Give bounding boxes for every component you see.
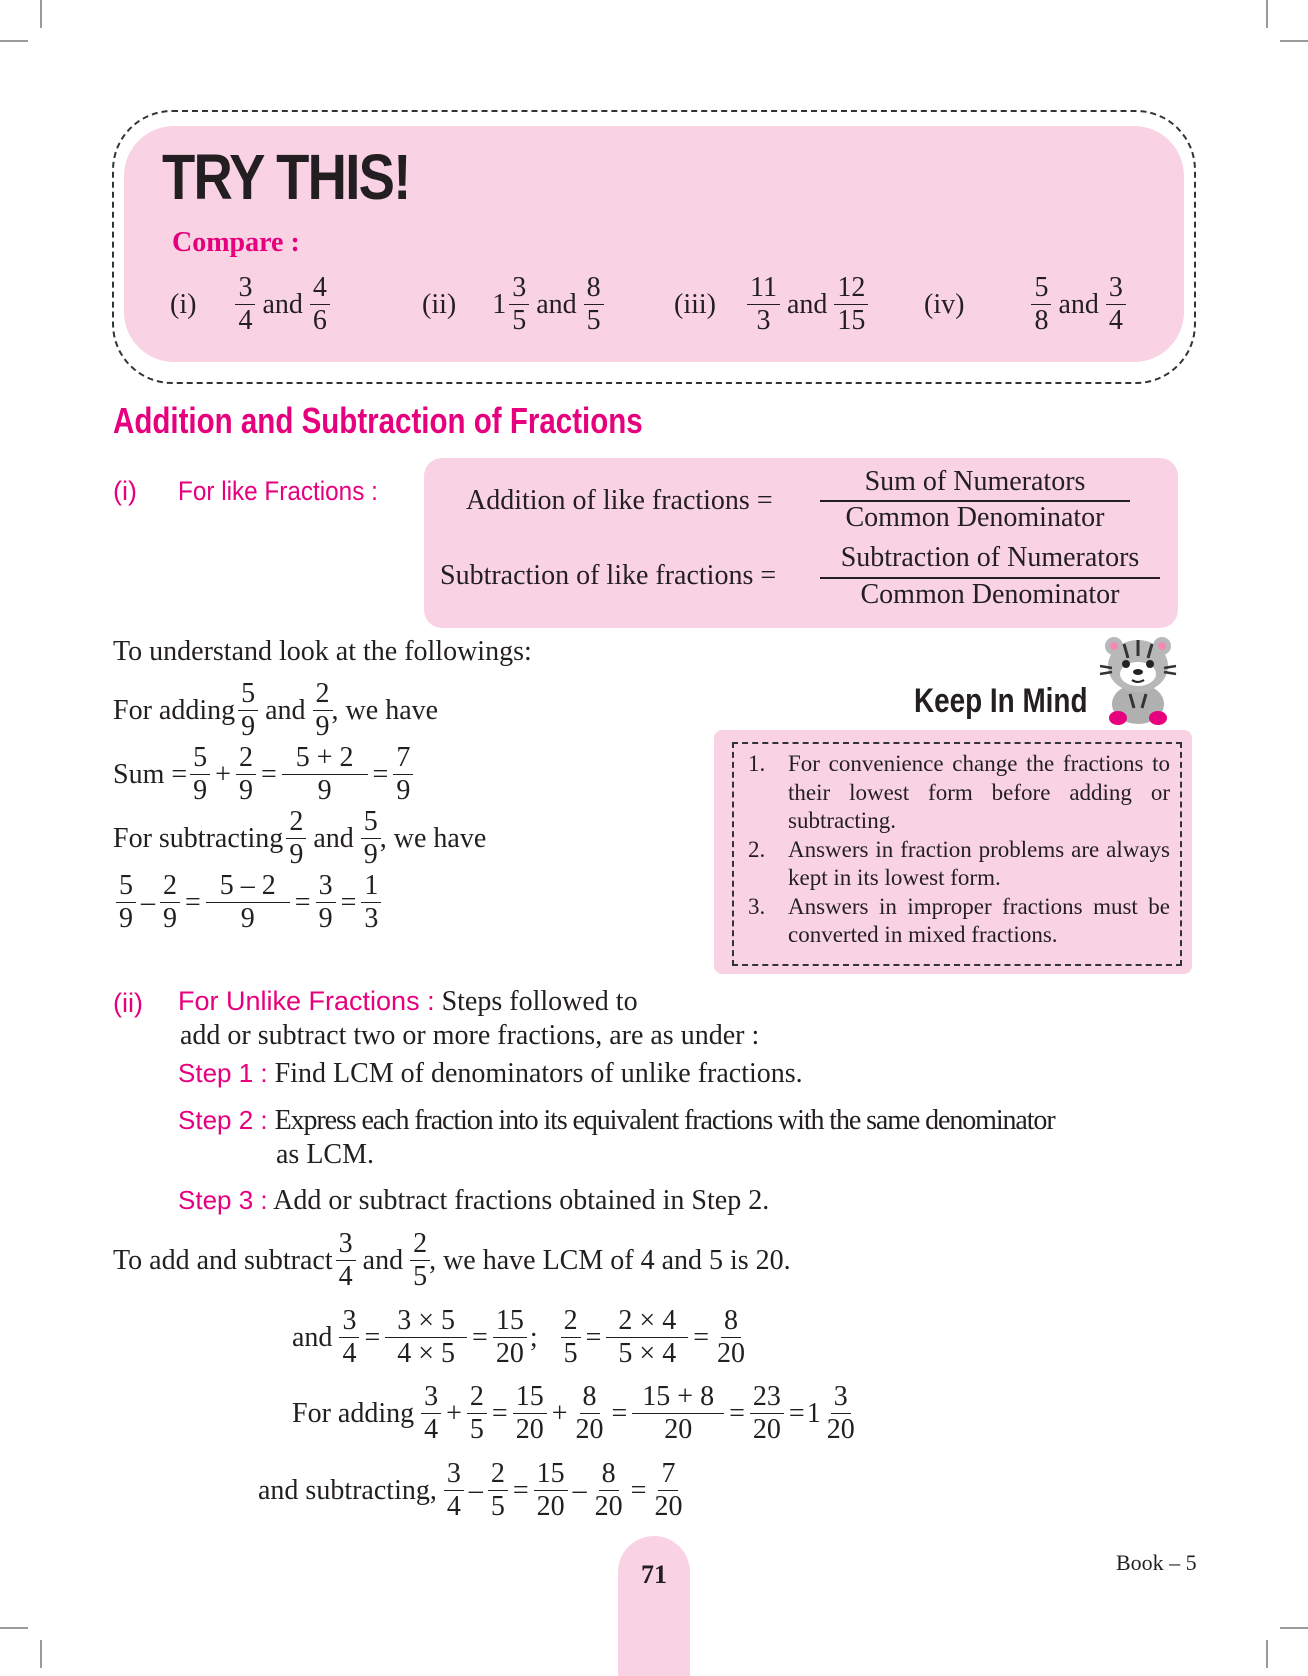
unlike-fractions-intro: For Unlike Fractions : Steps followed to (178, 986, 638, 1017)
crop-mark (1280, 1627, 1308, 1629)
compare-item-2: (ii) 1 $\frac{3}{5}$ and $\frac{8}{5}$ (422, 274, 607, 335)
fraction: $\frac{3 \times 5}{4 \times 5}$ (385, 1307, 467, 1368)
crop-mark (40, 1640, 42, 1668)
equivalent-fractions-line: and $\frac{3}{4}$ = $\frac{3 \times 5}{4 \times 5}$ = $\frac{15}{20}$ ; $\frac{2}{5}$ = $\frac{2 \times 4}{5 \times 4}$ = $\frac{8}{20}$ (292, 1307, 751, 1368)
fraction: $\frac{12}{15}$ (834, 274, 868, 335)
fraction: $\frac{7}{20}$ (654, 1458, 683, 1522)
list-item: 3. Answers in improper fractions must be converted in mixed fractions. (748, 893, 1170, 947)
step-label: Step 1 : (178, 1058, 268, 1088)
fraction: $\frac{2}{9}$ (236, 744, 256, 805)
compare-item-3: (iii) $\frac{11}{3}$ and $\frac{12}{15}$ (674, 274, 871, 335)
fraction: $\frac{5}{9}$ (238, 680, 258, 741)
subtraction-rule-label: Subtraction of like fractions = (440, 560, 777, 591)
adding-example: For adding $\frac{5}{9}$ and $\frac{2}{9}$ , we have (113, 678, 439, 742)
fraction: $\frac{11}{3}$ (747, 274, 780, 335)
examples-intro: To understand look at the followings: (113, 636, 532, 667)
fraction: $\frac{5}{8}$ (1031, 274, 1051, 335)
fraction: $\frac{2}{9}$ (160, 872, 180, 933)
compare-item-label: (iii) (674, 288, 716, 320)
like-fractions-heading: For like Fractions : (178, 476, 378, 506)
addition-rule-numerator: Sum of Numerators (864, 466, 1086, 497)
crop-mark (40, 0, 42, 28)
book-label: Book – 5 (1116, 1550, 1197, 1575)
subtracting-equation: and subtracting, $\frac{3}{4}$ – $\frac{2}{5}$ = $\frac{15}{20}$ – $\frac{8}{20}$ = $\frac{7}{20}$ (258, 1460, 688, 1521)
example2-intro: To add and subtract $\frac{3}{4}$ and $\frac{2}{5}$ , we have LCM of 4 and 5 is 20. (113, 1228, 791, 1292)
fraction: $\frac{2}{9}$ (313, 680, 333, 741)
addition-rule-label: Addition of like fractions = (466, 485, 773, 516)
subtraction-rule-numerator: Subtraction of Numerators (840, 542, 1140, 573)
subtracting-example: For subtracting $\frac{2}{9}$ and $\frac{5}{9}$ , we have (113, 806, 487, 870)
fraction: $\frac{5}{9}$ (116, 872, 136, 933)
step-3: Step 3 : Add or subtract fractions obtained in Step 2. (178, 1185, 770, 1216)
sum-equation: Sum = $\frac{5}{9}$ + $\frac{2}{9}$ = $\frac{5 + 2}{9}$ = $\frac{7}{9}$ (113, 744, 416, 805)
fraction: $\frac{2}{5}$ (467, 1383, 487, 1444)
fraction: $\frac{23}{20}$ (750, 1383, 784, 1444)
subtraction-rule-denominator: Common Denominator (860, 579, 1120, 610)
fraction: $\frac{3}{4}$ (339, 1307, 359, 1368)
fraction: $\frac{8}{20}$ (594, 1458, 623, 1522)
fraction: $\frac{3}{9}$ (316, 872, 336, 933)
crop-mark (1280, 40, 1308, 42)
step-2: Step 2 : Express each fraction into its equivalent fractions with the same denominator (178, 1105, 1055, 1136)
fraction: $\frac{3}{4}$ (235, 274, 255, 335)
list-item: 1. For convenience change the fractions to their lowest form before adding or subtracting. (748, 751, 1170, 833)
list-item: 2. Answers in fraction problems are always kept in its lowest form. (748, 836, 1170, 890)
section-title: Addition and Subtraction of Fractions (113, 400, 643, 441)
fraction: $\frac{15}{20}$ (513, 1383, 547, 1444)
page-number-tab (618, 1536, 690, 1676)
fraction: $\frac{5}{9}$ (361, 808, 381, 869)
like-fractions-number: (i) (113, 476, 137, 506)
fraction: $\frac{8}{20}$ (575, 1381, 604, 1445)
fraction: $\frac{2}{5}$ (561, 1307, 581, 1368)
fraction: $\frac{15}{20}$ (534, 1460, 568, 1521)
fraction: $\frac{3}{4}$ (336, 1230, 356, 1291)
fraction: $\frac{3}{5}$ (509, 274, 529, 335)
fraction: $\frac{15}{20}$ (493, 1307, 527, 1368)
fraction: $\frac{2}{9}$ (286, 808, 306, 869)
compare-item-1: (i) $\frac{3}{4}$ and $\frac{4}{6}$ (170, 274, 333, 335)
crop-mark (0, 40, 28, 42)
fraction: $\frac{1}{3}$ (361, 872, 381, 933)
fraction: $\frac{5}{9}$ (190, 744, 210, 805)
step-label: Step 2 : (178, 1105, 268, 1135)
fraction: $\frac{3}{20}$ (826, 1381, 855, 1445)
fraction: $\frac{4}{6}$ (310, 274, 330, 335)
fraction: $\frac{2}{5}$ (410, 1230, 430, 1291)
addition-rule-denominator: Common Denominator (845, 502, 1105, 533)
unlike-fractions-number: (ii) (113, 988, 143, 1018)
difference-equation: $\frac{5}{9}$ – $\frac{2}{9}$ = $\frac{5 - 2}{9}$ = $\frac{3}{9}$ = $\frac{1}{3}$ (113, 872, 384, 933)
page-number: 71 (641, 1560, 667, 1589)
crop-mark (0, 1627, 28, 1629)
unlike-fractions-intro-line2: add or subtract two or more fractions, are as under : (180, 1020, 760, 1051)
fraction: $\frac{3}{4}$ (421, 1383, 441, 1444)
unlike-fractions-heading: For Unlike Fractions : (178, 986, 435, 1016)
step-2-continued: as LCM. (276, 1139, 374, 1170)
fraction: $\frac{5 + 2}{9}$ (282, 744, 368, 805)
compare-label: Compare : (172, 227, 300, 258)
keep-in-mind-list (748, 750, 1170, 950)
crop-mark (1266, 0, 1268, 28)
fraction: $\frac{15 + 8}{20}$ (632, 1383, 724, 1444)
step-label: Step 3 : (178, 1185, 268, 1215)
adding-equation: For adding $\frac{3}{4}$ + $\frac{2}{5}$ = $\frac{15}{20}$ + $\frac{8}{20}$ = $\frac{15 + 8}{20}$ = $\frac{23}{20}$ = 1 $\frac{3}{20}$ (292, 1383, 861, 1444)
compare-item-label: (iv) (924, 288, 965, 320)
compare-item-label: (ii) (422, 288, 457, 320)
mixed-number: 1 $\frac{3}{5}$ (492, 274, 532, 335)
fraction: $\frac{8}{5}$ (584, 274, 604, 335)
fraction: $\frac{2}{5}$ (488, 1460, 508, 1521)
try-this-title: TRY THIS! (162, 141, 410, 213)
step-1: Step 1 : Find LCM of denominators of unlike fractions. (178, 1058, 803, 1089)
fraction: $\frac{8}{20}$ (717, 1305, 745, 1369)
compare-item-label: (i) (170, 288, 197, 320)
tiger-mascot-icon (1094, 636, 1178, 726)
compare-item-4: (iv) $\frac{5}{8}$ and $\frac{3}{4}$ (924, 274, 1129, 335)
mixed-number: 1 $\frac{3}{20}$ (807, 1383, 861, 1444)
fraction: $\frac{5 - 2}{9}$ (206, 872, 290, 933)
crop-mark (1266, 1640, 1268, 1668)
fraction: $\frac{7}{9}$ (393, 744, 413, 805)
keep-in-mind-title: Keep In Mind (914, 682, 1088, 720)
fraction: $\frac{3}{4}$ (444, 1460, 464, 1521)
fraction: $\frac{2 \times 4}{5 \times 4}$ (606, 1307, 688, 1368)
fraction: $\frac{3}{4}$ (1106, 274, 1126, 335)
